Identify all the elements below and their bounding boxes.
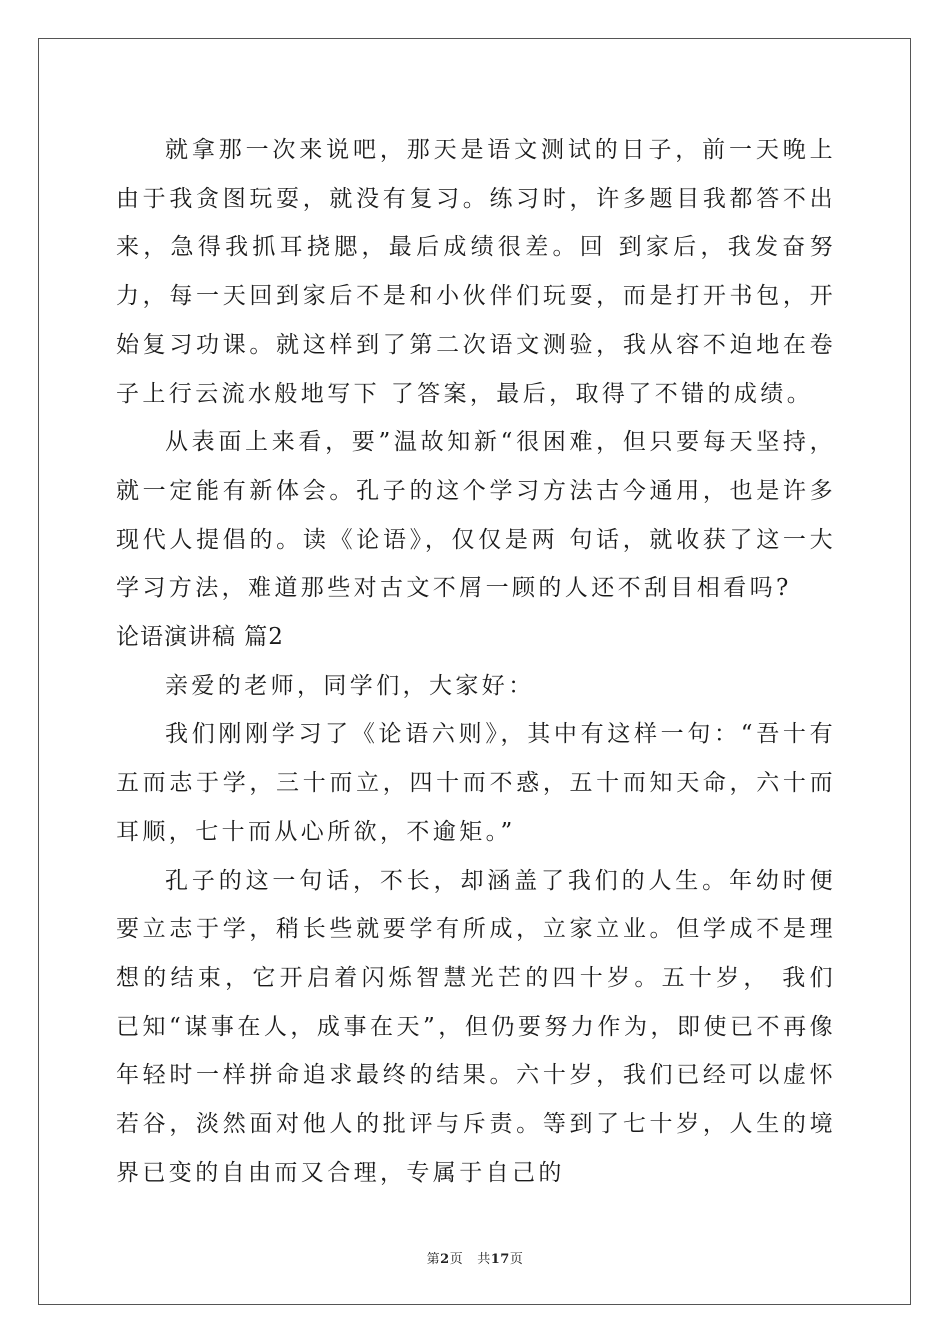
page-prefix: 第 [426, 1252, 441, 1267]
paragraph-greeting: 亲爱的老师，同学们，大家好： [165, 672, 535, 699]
page-suffix: 页 [449, 1252, 464, 1267]
paragraph-quote: 我们刚刚学习了《论语六则》，其中有这样一句：“吾十有五而志于学，三十而立，四十而不惑，五十而知天命，六十而耳顺，七十而从心所欲，不逾矩。” [116, 721, 836, 845]
paragraph-life-stages: 孔子的这一句话，不长，却涵盖了我们的人生。年幼时便要立志于学，稍长些就要学有所成，立家立业。但学成不是理想的结束，它开启着闪烁智慧光芒的四十岁。五十岁， 我们已知“谋事在人，成事在天”，但仍要努力作为，即使已不再像年轻时一样拼命追求最终的结果。六十岁，我们已经可以虚怀若谷，淡然面对他人的批评与斥责。等到了七十岁，人生的境界已变的自由而又合理，专属于自己的 [116, 867, 836, 1186]
total-pages: 17 [490, 1252, 510, 1267]
document-body [116, 126, 836, 1197]
total-suffix: 页 [509, 1252, 524, 1267]
paragraph-review-method: 从表面上来看，要”温故知新“很困难，但只要每天坚持，就一定能有新体会。孔子的这个学习方法古今通用，也是许多现代人提倡的。读《论语》，仅仅是两 句话，就收获了这一大学习方法，难道那些对古文不屑一顾的人还不刮目相看吗? [116, 429, 836, 602]
section-heading: 论语演讲稿 篇2 [116, 624, 284, 651]
page-footer [0, 1248, 950, 1267]
paragraph-exam-story: 就拿那一次来说吧，那天是语文测试的日子，前一天晚上由于我贪图玩耍，就没有复习。练习时，许多题目我都答不出来，急得我抓耳挠腮，最后成绩很差。回 到家后，我发奋努力，每一天回到家后不是和小伙伴们玩耍，而是打开书包，开始复习功课。就这样到了第二次语文测验，我从容不迫地在卷子上行云流水般地写下 了答案，最后，取得了不错的成绩。 [116, 137, 836, 407]
total-prefix: 共 [477, 1252, 491, 1267]
page-number: 2 [440, 1252, 450, 1267]
